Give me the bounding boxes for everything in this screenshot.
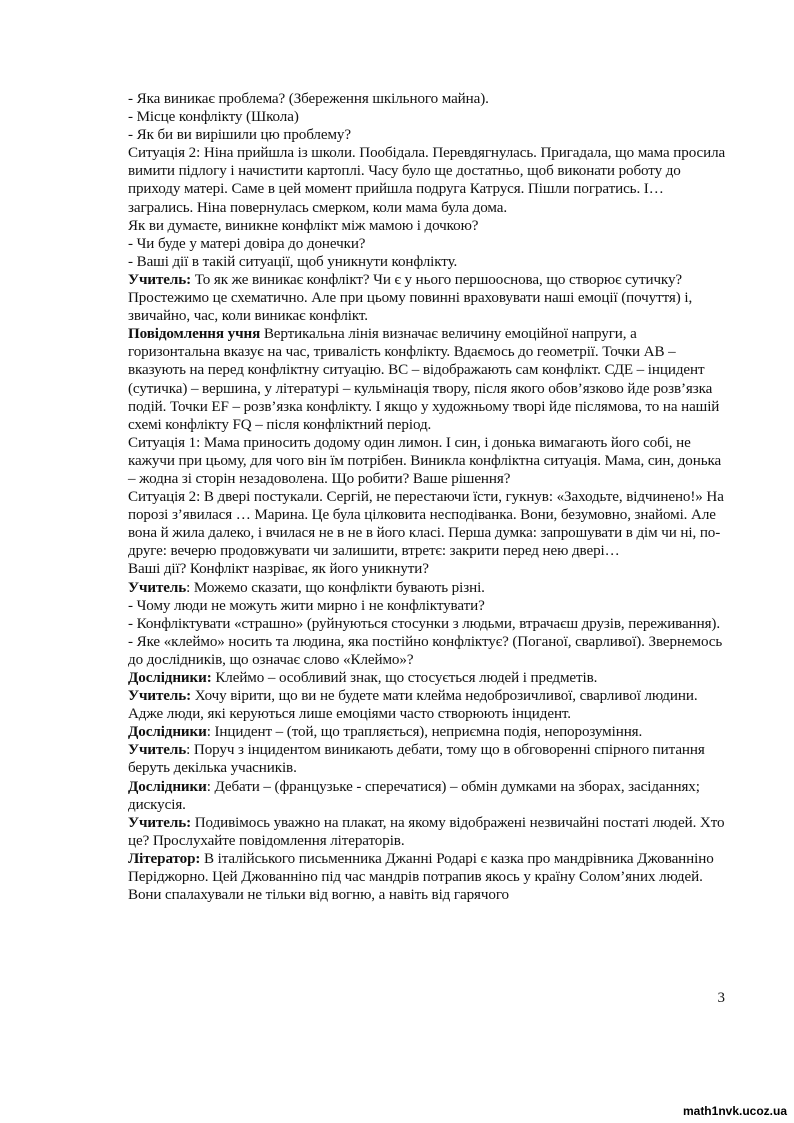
paragraph (128, 723, 728, 741)
paragraph-text: То як же виникає конфлікт? Чи є у нього першооснова, що створює сутичку? Простежимо це схематично. Але при цьому повинні враховувати наші емоції (почуття) і, звичайно, час, коли виникає конфлікт. (128, 271, 693, 325)
paragraph-text: - Яка виникає проблема? (Збереження шкільного майна). (128, 91, 489, 107)
speaker-label: Дослідники (128, 724, 207, 741)
paragraph-text: Подивімось уважно на плакат, на якому відображені незвичайні постаті людей. Хто це? Прослухайте повідомлення літераторів. (128, 814, 725, 849)
paragraph-text: Вертикальна лінія визначає величину емоційної напруги, а горизонтальна вказує на час, тривалість конфлікту. Вдаємось до геометрії. Точки АВ – вказують на перед конфліктну ситуацію. ВС – відображають сам конфлікт. СДЕ – інцидент (сутичка) – вершина, у літературі – кульмінація твору, після якого обов’язково йде розв’язка подій. Точки ЕF – розв’язка конфлікту. І якщо у художньому творі йде післямова, то на нашій схемі конфлікту FQ – після конфліктний період. (128, 326, 720, 433)
site-watermark: math1nvk.ucoz.ua (682, 1104, 787, 1118)
paragraph (128, 144, 728, 216)
paragraph-text: : Дебати – (французьке - сперечатися) – обмін думками на зборах, засіданнях; дискусія. (128, 778, 700, 813)
speaker-label: Учитель: (128, 814, 192, 831)
paragraph (128, 217, 728, 235)
paragraph (128, 108, 728, 126)
paragraph-text: Ситуація 2: Ніна прийшла із школи. Пообідала. Перевдягнулась. Пригадала, що мама просила вимити підлогу і начистити картоплі. Часу було ще достатньо, щоб виконати роботу до приходу матері. Саме в цей момент прийшла подруга Катруся. Пішли погратись. І… загрались. Ніна повернулась смерком, коли мама була дома. (128, 145, 726, 216)
paragraph-text: Ситуація 2: В двері постукали. Сергій, не перестаючи їсти, гукнув: «Заходьте, відчинено!» На порозі з’явилася … Марина. Це була цілковита несподіванка. Вони, безумовно, знайомі. Але вона й жила далеко, і вчилася не в не в його класі. Перша думка: запрошувати в дім чи ні, по-друге: вечерю продовжувати чи залишити, втретє: закрити перед нею двері… (128, 489, 724, 560)
paragraph (128, 778, 728, 814)
paragraph (128, 687, 728, 723)
paragraph (128, 325, 728, 434)
paragraph (128, 126, 728, 144)
paragraph-text: Клеймо – особливий знак, що стосується людей і предметів. (211, 670, 598, 686)
paragraph (128, 741, 728, 777)
paragraph-text: - Чому люди не можуть жити мирно і не конфліктувати? (128, 597, 485, 614)
paragraph-text: В італійського письменника Джанні Родарі є казка про мандрівника Джованніно Періджорно. Цей Джованніно під час мандрів потрапив якось у країну Солом’яних людей. Вони спалахували не тільки від вогню, а навіть від гарячого (128, 850, 714, 904)
paragraph (128, 814, 728, 850)
paragraph (128, 90, 728, 108)
paragraph-text: - Чи буде у матері довіра до донечки? (128, 235, 366, 252)
speaker-label: Повідомлення учня (128, 326, 261, 343)
paragraph-text: : Можемо сказати, що конфлікти бувають різні. (186, 579, 485, 596)
paragraph-text: - Місце конфлікту (Школа) (128, 109, 299, 126)
paragraph-text: - Конфліктувати «страшно» (руйнуються стосунки з людьми, втрачаєш друзів, переживання). (128, 615, 721, 632)
paragraph (128, 271, 728, 325)
paragraph-text: : Інцидент – (той, що трапляється), неприємна подія, непорозуміння. (206, 724, 643, 741)
paragraph (128, 579, 728, 597)
paragraph-text: Як ви думаєте, виникне конфлікт між мамою і дочкою? (128, 217, 479, 234)
paragraph-text: Хочу вірити, що ви не будете мати клейма недоброзичливої, сварливої людини. Адже люди, які керуються лише емоціями часто створюють інцидент. (128, 688, 698, 723)
paragraph (128, 850, 728, 904)
paragraph-text: Ваші дії? Конфлікт назріває, як його уникнути? (128, 561, 429, 578)
paragraph (128, 560, 728, 578)
page-body (128, 90, 728, 904)
paragraph (128, 253, 728, 271)
speaker-label: Літератор: (128, 850, 201, 867)
paragraph (128, 235, 728, 253)
paragraph-text: - Ваші дії в такій ситуації, щоб уникнути конфлікту. (128, 253, 458, 270)
paragraph (128, 669, 728, 687)
paragraph-text: - Яке «клеймо» носить та людина, яка постійно конфліктує? (Поганої, сварливої). Звернемось до дослідників, що означає слово «Клеймо»? (128, 633, 723, 668)
speaker-label: Учитель: (128, 688, 192, 705)
speaker-label: Дослідники: (128, 670, 212, 686)
paragraph-text: Ситуація 1: Мама приносить додому один лимон. І син, і донька вимагають його собі, не кажучи при цьому, для чого він їм потрібен. Виникла конфліктна ситуація. Мама, син, донька – жодна зі сторін незадоволена. Що робити? Ваше рішення? (128, 434, 722, 487)
speaker-label: Дослідники (128, 778, 207, 795)
paragraph-text: : Поруч з інцидентом виникають дебати, тому що в обговоренні спірного питання беруть декілька учасників. (128, 742, 705, 777)
paragraph (128, 597, 728, 615)
speaker-label: Учитель (128, 742, 187, 759)
paragraph (128, 633, 728, 669)
page-number: 3 (717, 990, 725, 1006)
paragraph (128, 434, 728, 488)
speaker-label: Учитель: (128, 271, 192, 288)
speaker-label: Учитель (128, 579, 187, 596)
paragraph-text: - Як би ви вирішили цю проблему? (128, 127, 351, 144)
paragraph (128, 488, 728, 560)
paragraph (128, 615, 728, 633)
